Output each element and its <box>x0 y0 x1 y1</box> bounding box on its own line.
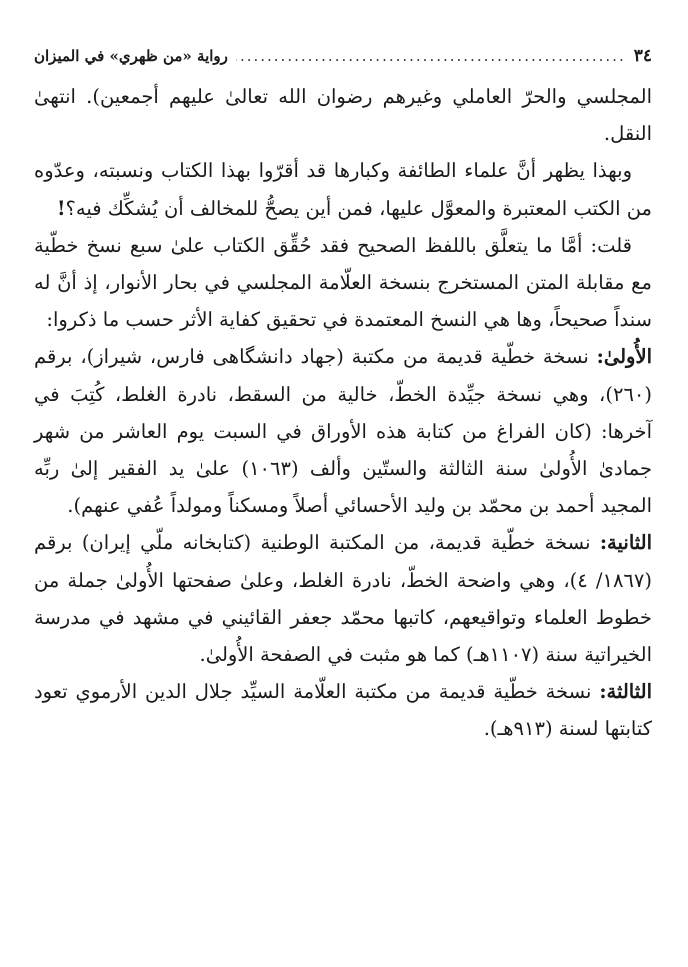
paragraph-text: المجلسي والحرّ العاملي وغيرهم رضوان الله تعالىٰ عليهم أجمعين). انتهىٰ النقل. <box>34 85 652 146</box>
manuscript-entry-2 <box>34 524 652 673</box>
dot-leader <box>236 47 626 65</box>
book-page <box>34 42 652 748</box>
exclamation-mark: ! <box>56 196 66 220</box>
running-title: رواية «من ظهري» في الميزان <box>34 47 228 65</box>
manuscript-entry-3 <box>34 673 652 747</box>
running-header <box>34 42 652 70</box>
entry-text: نسخة خطّية قديمة، من المكتبة الوطنية (كتابخانه ملّي إيران) برقم (١٨٦٧/ ٤)، وهي واضحة الخطّ، نادرة الغلط، وعلىٰ صفحتها الأُولىٰ جملة من خطوط العلماء وتواقيعهم، كاتبها محمّد جعفر القائيني في مشهد في مدرسة الخيراتية سنة (١١٠٧هـ) كما هو مثبت في الصفحة الأُولىٰ. <box>34 531 652 667</box>
entry-label: الأُولىٰ: <box>596 345 653 369</box>
paragraph-1 <box>34 78 652 152</box>
page-body <box>34 78 652 748</box>
paragraph-3 <box>34 227 652 339</box>
entry-text: نسخة خطّية قديمة من مكتبة العلّامة السيِّد جلال الدين الأرموي تعود كتابتها لسنة (٩١٣هـ). <box>34 680 652 741</box>
page-number: ٣٤ <box>633 46 652 66</box>
paragraph-2 <box>34 152 652 226</box>
entry-text: نسخة خطّية قديمة من مكتبة (جهاد دانشگاهى فارس، شيراز)، برقم (٢٦٠)، وهي نسخة جيِّدة الخطّ، خالية من السقط، نادرة الغلط، كُتِبَ في آخرها: (كان الفراغ من كتابة هذه الأوراق في السبت يوم العاشر من شهر جمادىٰ الأُولىٰ سنة الثالثة والستّين وألف (١٠٦٣) علىٰ يد الفقير إلىٰ ربِّه المجيد أحمد بن محمّد بن وليد الأحسائي أصلاً ومسكناً ومولداً عُفي عنهم). <box>34 345 652 518</box>
entry-label: الثالثة: <box>599 680 652 704</box>
paragraph-text: قلت: أمَّا ما يتعلَّق باللفظ الصحيح فقد حُقِّق الكتاب علىٰ سبع نسخ خطّية مع مقابلة المتن المستخرج بنسخة العلّامة المجلسي في بحار الأنوار، إذ أنَّ له سنداً صحيحاً، وها هي النسخ المعتمدة في تحقيق كفاية الأثر حسب ما ذكروا: <box>34 233 652 332</box>
paragraph-text: وبهذا يظهر أنَّ علماء الطائفة وكبارها قد أقرّوا بهذا الكتاب ونسبته، وعدّوه من الكتب المعتبرة والمعوَّل عليها، فمن أين يصحُّ للمخالف أن يُشكِّك فيه؟ <box>34 159 652 220</box>
manuscript-entry-1 <box>34 338 652 524</box>
entry-label: الثانية: <box>599 531 653 555</box>
